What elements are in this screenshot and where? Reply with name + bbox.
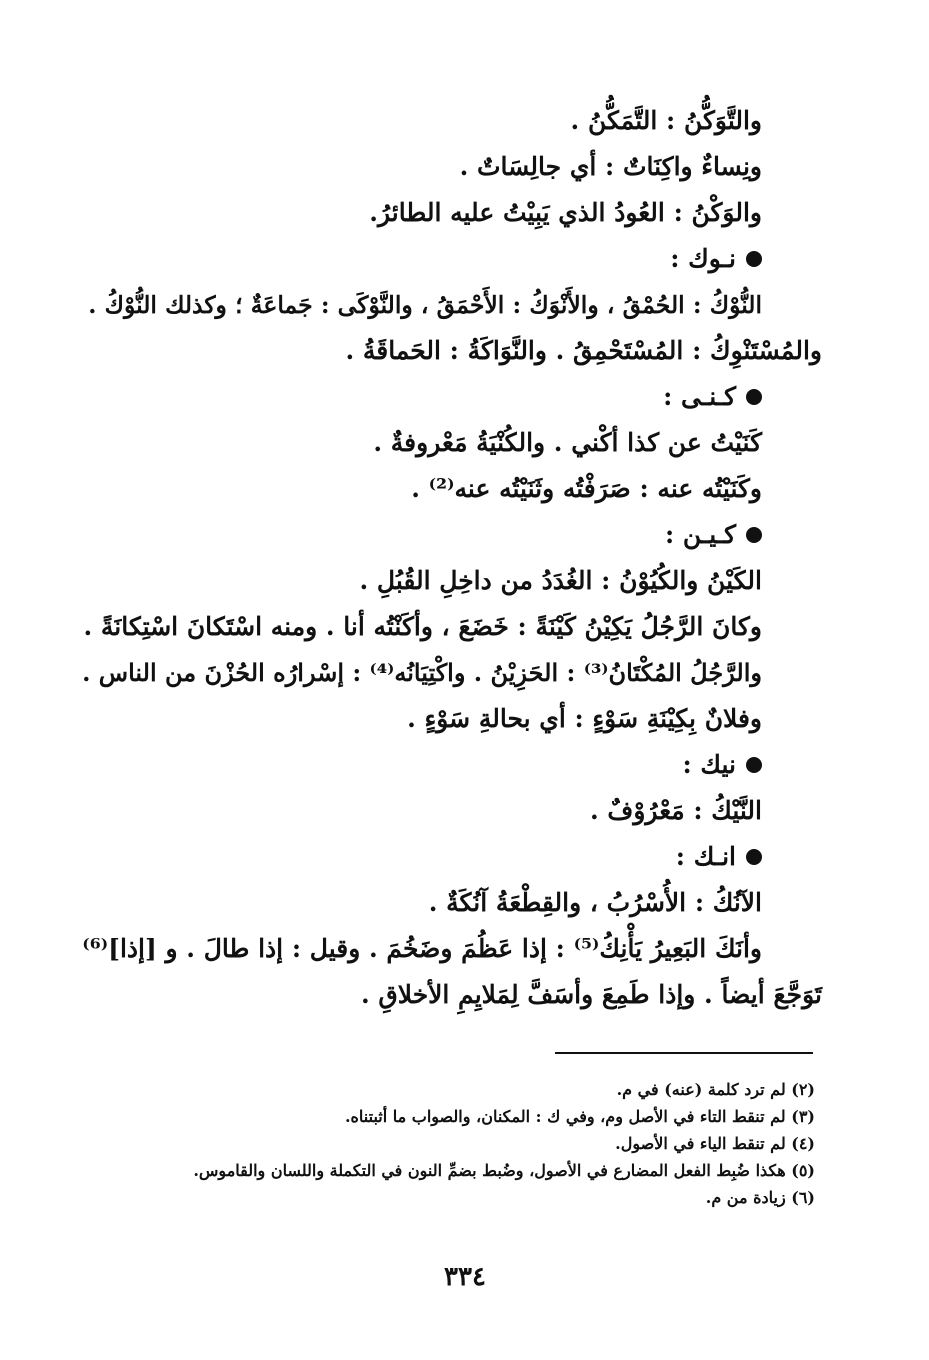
bullet-icon [746, 527, 762, 543]
main-text [78, 98, 822, 1018]
text-line: والوَكْنُ : العُودُ الذي يَبِيْتُ عليه الطائرُ. [369, 198, 762, 227]
bullet-icon [746, 849, 762, 865]
text-line: والرَّجُلُ المُكْتَانُ⁽³⁾ : الحَزِيْنُ . واكْتِيَانُه⁽⁴⁾ : إسْرارُه الحُزْنَ من الناس . [82, 658, 762, 687]
footnote: (٢) لم ترد كلمة (عنه) في م. [616, 1080, 815, 1099]
footnote: (٣) لم تنقط التاء في الأصل وم، وفي ك : المكنان، والصواب ما أثبتناه. [344, 1107, 815, 1126]
entry-heading [78, 512, 822, 558]
text-line: وكَنَيْتُه عنه : صَرَفْتُه وثَنَيْتُه عنه⁽²⁾ . [411, 474, 762, 503]
footnote: (٦) زيادة من م. [705, 1188, 815, 1207]
text-line: النُّوْكُ : الحُمْقُ ، والأَنْوَكُ : الأَحْمَقُ ، والنَّوْكَى : جَماعَةٌ ؛ وكذلك النُّوْكُ . [88, 291, 762, 319]
bullet-icon [746, 389, 762, 405]
footnote-divider [555, 1052, 813, 1054]
entry-heading-label: كـيـن : [664, 520, 736, 549]
text-line: وكانَ الرَّجُلُ يَكِيْنُ كَيْنَةً : خَضَعَ ، وأكَنْتُه أنا . ومنه اسْتَكانَ اسْتِكانَةً . [83, 612, 762, 641]
entry-heading-label: نـوك : [670, 244, 736, 273]
text-line: والمُسْتَنْوِكُ : المُسْتَحْمِقُ . والنَّوَاكَةُ : الحَماقَةُ . [345, 336, 822, 365]
text-line: وفلانٌ بِكِيْنَةِ سَوْءٍ : أي بحالةِ سَوْءٍ . [407, 704, 762, 733]
text-line: الكَيْنُ والكُيُوْنُ : الغُدَدُ من داخِلِ القُبُلِ . [359, 566, 762, 595]
entry-heading [78, 236, 822, 282]
text-line: وأنَكَ البَعِيرُ يَأْنِكُ⁽⁵⁾ : إذا عَظُمَ وضَخُمَ . وقيل : إذا طالَ . و [إذا]⁽⁶⁾ [82, 934, 762, 963]
bullet-icon [746, 251, 762, 267]
entry-heading-label: كـنـى : [663, 382, 736, 411]
text-line: تَوَجَّعَ أيضاً . وإذا طَمِعَ وأسَفَّ لِمَلايِمِ الأخلاقِ . [360, 980, 822, 1009]
footnote: (٥) هكذا ضُبِط الفعل المضارع في الأصول، وضُبط بضمِّ النون في التكملة واللسان والقاموس. [193, 1161, 815, 1180]
bullet-icon [746, 757, 762, 773]
text-line: النَّيْكُ : مَعْرُوْفٌ . [590, 796, 762, 825]
text-line: والتَّوَكُّنُ : التَّمَكُّنُ . [570, 106, 762, 135]
entry-heading [78, 742, 822, 788]
page-number: ٣٣٤ [444, 1262, 486, 1292]
text-line: ونِساءٌ واكِنَاتٌ : أي جالِسَاتٌ . [459, 152, 762, 181]
entry-heading [78, 374, 822, 420]
entry-heading [78, 834, 822, 880]
entry-heading-label: انـك : [675, 842, 736, 871]
text-line: الآنُكُ : الأُسْرُبُ ، والقِطْعَةُ آنُكَةٌ . [428, 888, 762, 917]
footnotes [100, 1076, 815, 1211]
footnote: (٤) لم تنقط الياء في الأصول. [615, 1134, 815, 1153]
entry-heading-label: نيك : [682, 750, 736, 779]
text-line: كَنَيْتُ عن كذا أكْني . والكُنْيَةُ مَعْروفةٌ . [373, 428, 762, 457]
